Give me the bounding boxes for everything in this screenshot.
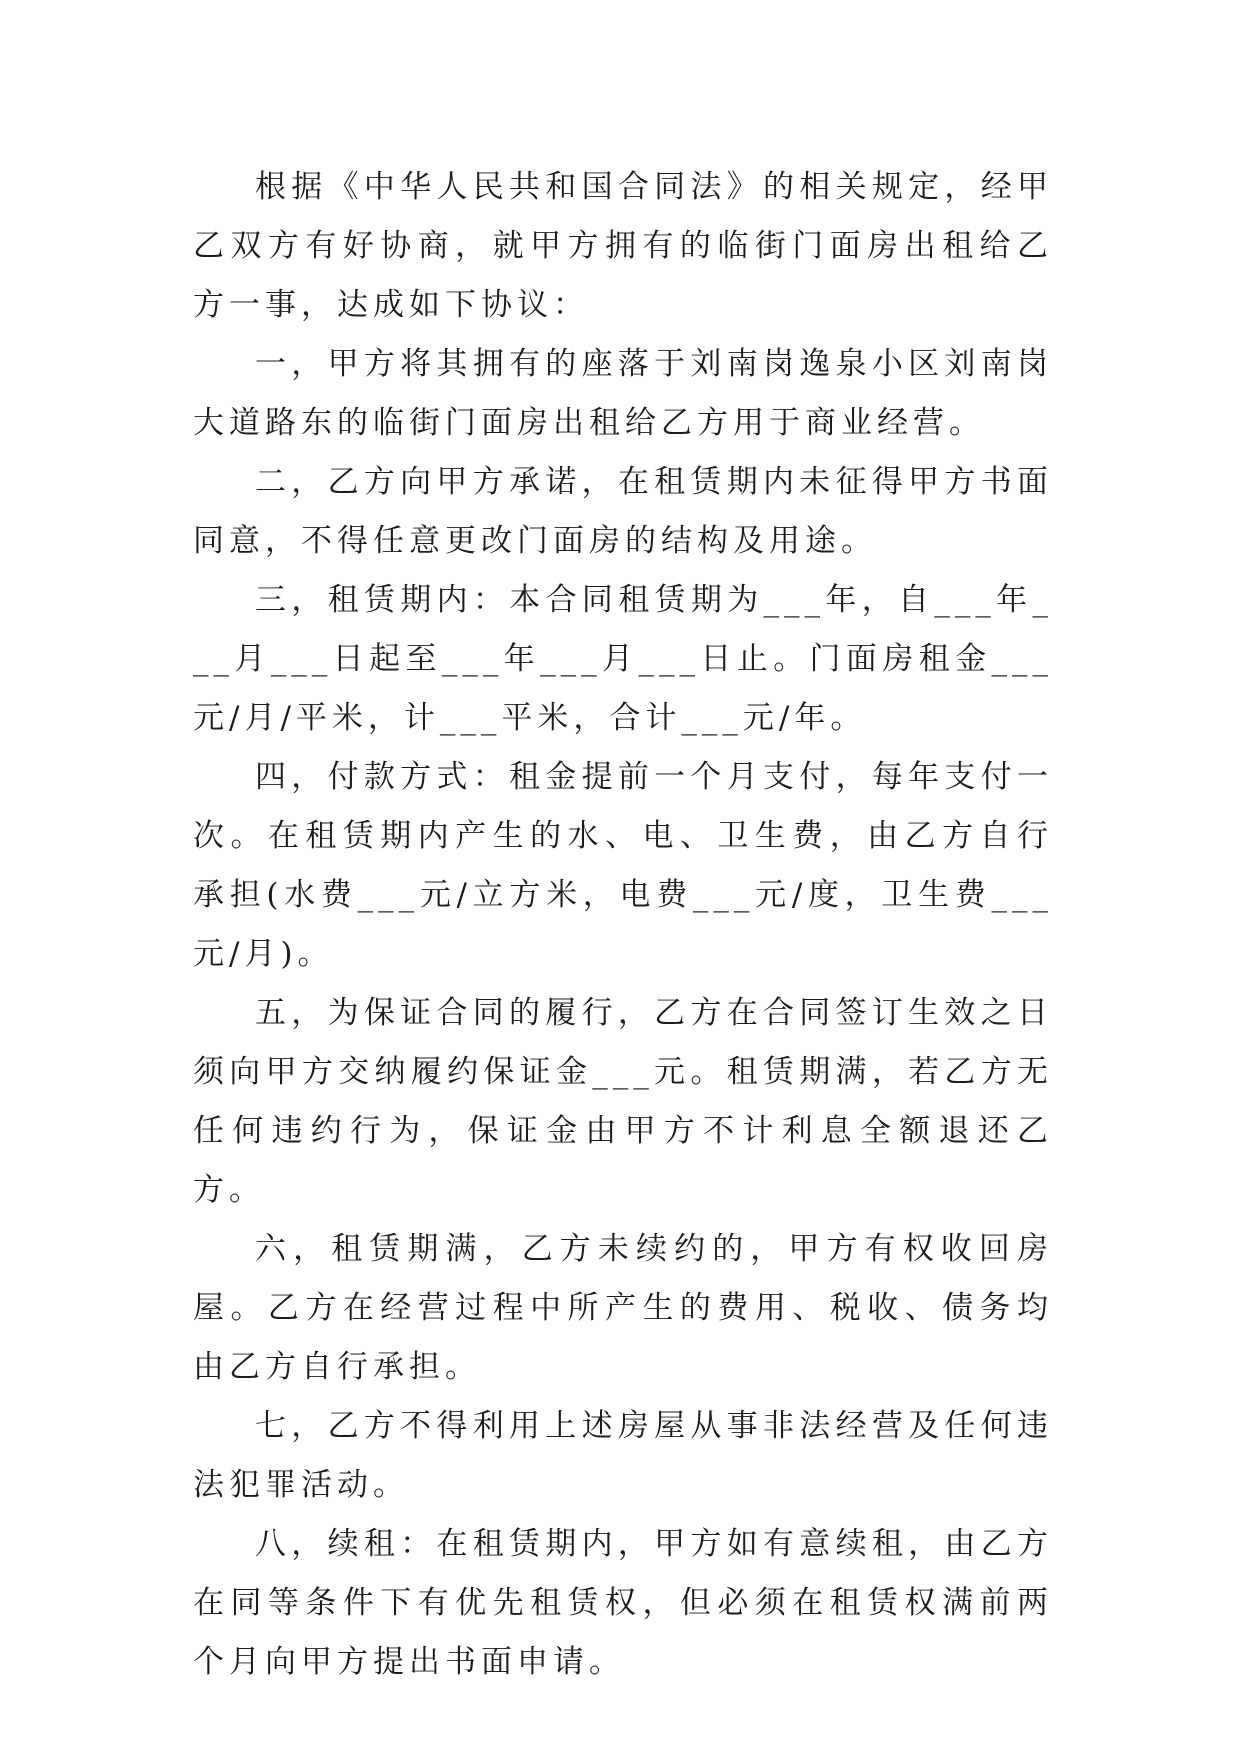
- clause-2-paragraph: 二，乙方向甲方承诺，在租赁期内未征得甲方书面同意，不得任意更改门面房的结构及用途。: [193, 464, 1053, 559]
- clause-5-paragraph: 五，为保证合同的履行，乙方在合同签订生效之日须向甲方交纳履约保证金___元。租赁期满，若乙方无任何违约行为，保证金由甲方不计利息全额退还乙方。: [193, 995, 1053, 1208]
- clause-1-paragraph: 一，甲方将其拥有的座落于刘南岗逸泉小区刘南岗大道路东的临街门面房出租给乙方用于商业经营。: [193, 346, 1053, 441]
- clause-7-paragraph: 七，乙方不得利用上述房屋从事非法经营及任何违法犯罪活动。: [193, 1408, 1053, 1503]
- document-body: [193, 158, 1053, 1692]
- intro-paragraph: 根据《中华人民共和国合同法》的相关规定，经甲乙双方有好协商，就甲方拥有的临街门面房出租给乙方一事，达成如下协议：: [193, 169, 1053, 323]
- clause-6-paragraph: 六，租赁期满，乙方未续约的，甲方有权收回房屋。乙方在经营过程中所产生的费用、税收、债务均由乙方自行承担。: [193, 1231, 1053, 1385]
- clause-3-paragraph: 三，租赁期内：本合同租赁期为___年，自___年___月___日起至___年___月___日止。门面房租金___元/月/平米，计___平米，合计___元/年。: [193, 582, 1053, 736]
- clause-8-paragraph: 八，续租：在租赁期内，甲方如有意续租，由乙方在同等条件下有优先租赁权，但必须在租赁权满前两个月向甲方提出书面申请。: [193, 1526, 1053, 1680]
- clause-4-paragraph: 四，付款方式：租金提前一个月支付，每年支付一次。在租赁期内产生的水、电、卫生费，由乙方自行承担(水费___元/立方米，电费___元/度，卫生费___元/月)。: [193, 759, 1053, 972]
